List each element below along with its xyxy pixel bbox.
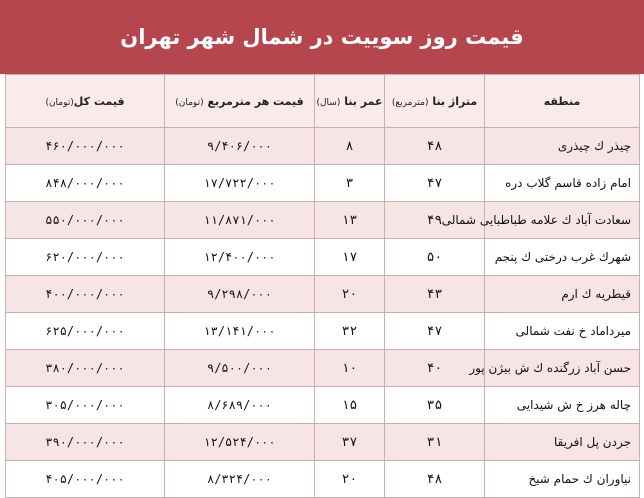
cell-region: نیاوران ك حمام شیخ bbox=[485, 461, 640, 498]
cell-total-price: ۶۲۰/۰۰۰/۰۰۰ bbox=[6, 239, 165, 276]
header-age-unit: (سال) bbox=[316, 97, 341, 108]
table-header-row bbox=[6, 75, 640, 128]
cell-area: ۳۱ bbox=[385, 424, 485, 461]
cell-total-price: ۳۰۵/۰۰۰/۰۰۰ bbox=[6, 387, 165, 424]
price-table bbox=[5, 74, 640, 498]
cell-area: ۴۷ bbox=[385, 313, 485, 350]
table-row bbox=[6, 461, 640, 498]
header-total-price bbox=[6, 75, 165, 128]
cell-age: ۱۰ bbox=[315, 350, 385, 387]
header-total-price-label: قیمت کل bbox=[73, 94, 125, 108]
table-row bbox=[6, 165, 640, 202]
cell-total-price: ۴۰۰/۰۰۰/۰۰۰ bbox=[6, 276, 165, 313]
cell-price-per-m2: ۱۳/۱۴۱/۰۰۰ bbox=[165, 313, 315, 350]
cell-region: قیطریه ك ارم bbox=[485, 276, 640, 313]
cell-area: ۴۳ bbox=[385, 276, 485, 313]
cell-age: ۳ bbox=[315, 165, 385, 202]
cell-price-per-m2: ۹/۵۰۰/۰۰۰ bbox=[165, 350, 315, 387]
table-row bbox=[6, 239, 640, 276]
cell-region: جردن پل افریقا bbox=[485, 424, 640, 461]
cell-price-per-m2: ۹/۲۹۸/۰۰۰ bbox=[165, 276, 315, 313]
cell-age: ۱۳ bbox=[315, 202, 385, 239]
cell-price-per-m2: ۹/۴۰۶/۰۰۰ bbox=[165, 128, 315, 165]
cell-area: ۴۰ bbox=[385, 350, 485, 387]
header-price-per-m2-label: قیمت هر مترمربع bbox=[207, 94, 304, 108]
table-row bbox=[6, 276, 640, 313]
cell-area: ۳۵ bbox=[385, 387, 485, 424]
cell-area: ۴۹ bbox=[385, 202, 485, 239]
page-title: قیمت روز سوییت در شمال شهر تهران bbox=[120, 25, 524, 49]
cell-age: ۳۷ bbox=[315, 424, 385, 461]
cell-total-price: ۴۶۰/۰۰۰/۰۰۰ bbox=[6, 128, 165, 165]
cell-total-price: ۸۴۸/۰۰۰/۰۰۰ bbox=[6, 165, 165, 202]
cell-region: شهرك غرب درختی ك پنجم bbox=[485, 239, 640, 276]
table-row bbox=[6, 350, 640, 387]
cell-region: چاله هرز خ ش شیدایی bbox=[485, 387, 640, 424]
header-area-unit: (مترمربع) bbox=[391, 97, 429, 108]
cell-price-per-m2: ۱۷/۷۲۲/۰۰۰ bbox=[165, 165, 315, 202]
cell-age: ۲۰ bbox=[315, 461, 385, 498]
header-region bbox=[485, 75, 640, 128]
cell-price-per-m2: ۸/۶۸۹/۰۰۰ bbox=[165, 387, 315, 424]
table-row bbox=[6, 202, 640, 239]
cell-price-per-m2: ۱۲/۴۰۰/۰۰۰ bbox=[165, 239, 315, 276]
cell-area: ۴۸ bbox=[385, 461, 485, 498]
header-age-label: عمر بنا bbox=[344, 94, 383, 108]
cell-age: ۸ bbox=[315, 128, 385, 165]
cell-total-price: ۴۰۵/۰۰۰/۰۰۰ bbox=[6, 461, 165, 498]
cell-total-price: ۶۲۵/۰۰۰/۰۰۰ bbox=[6, 313, 165, 350]
header-age bbox=[315, 75, 385, 128]
cell-total-price: ۵۵۰/۰۰۰/۰۰۰ bbox=[6, 202, 165, 239]
cell-area: ۵۰ bbox=[385, 239, 485, 276]
cell-region: سعادت آباد ك علامه طباطبایی شمالی bbox=[485, 202, 640, 239]
cell-area: ۴۸ bbox=[385, 128, 485, 165]
header-price-per-m2-unit: (تومان) bbox=[175, 97, 204, 108]
cell-price-per-m2: ۱۱/۸۷۱/۰۰۰ bbox=[165, 202, 315, 239]
header-area-label: متراژ بنا bbox=[432, 94, 478, 108]
cell-age: ۳۲ bbox=[315, 313, 385, 350]
cell-price-per-m2: ۸/۳۲۴/۰۰۰ bbox=[165, 461, 315, 498]
cell-price-per-m2: ۱۲/۵۲۴/۰۰۰ bbox=[165, 424, 315, 461]
header-price-per-m2 bbox=[165, 75, 315, 128]
table-row bbox=[6, 313, 640, 350]
cell-total-price: ۳۸۰/۰۰۰/۰۰۰ bbox=[6, 350, 165, 387]
cell-region: میرداماد خ نفت شمالی bbox=[485, 313, 640, 350]
header-area bbox=[385, 75, 485, 128]
header-total-price-unit: (تومان) bbox=[45, 97, 74, 108]
cell-region: امام زاده قاسم گلاب دره bbox=[485, 165, 640, 202]
cell-region: حسن آباد زرگنده ك ش بیژن پور bbox=[485, 350, 640, 387]
header-region-label: منطقه bbox=[543, 94, 581, 108]
table-row bbox=[6, 387, 640, 424]
table-row bbox=[6, 424, 640, 461]
cell-age: ۲۰ bbox=[315, 276, 385, 313]
cell-region: چیذر ك چیذری bbox=[485, 128, 640, 165]
cell-total-price: ۳۹۰/۰۰۰/۰۰۰ bbox=[6, 424, 165, 461]
table-row bbox=[6, 128, 640, 165]
cell-age: ۱۵ bbox=[315, 387, 385, 424]
cell-age: ۱۷ bbox=[315, 239, 385, 276]
cell-area: ۴۷ bbox=[385, 165, 485, 202]
